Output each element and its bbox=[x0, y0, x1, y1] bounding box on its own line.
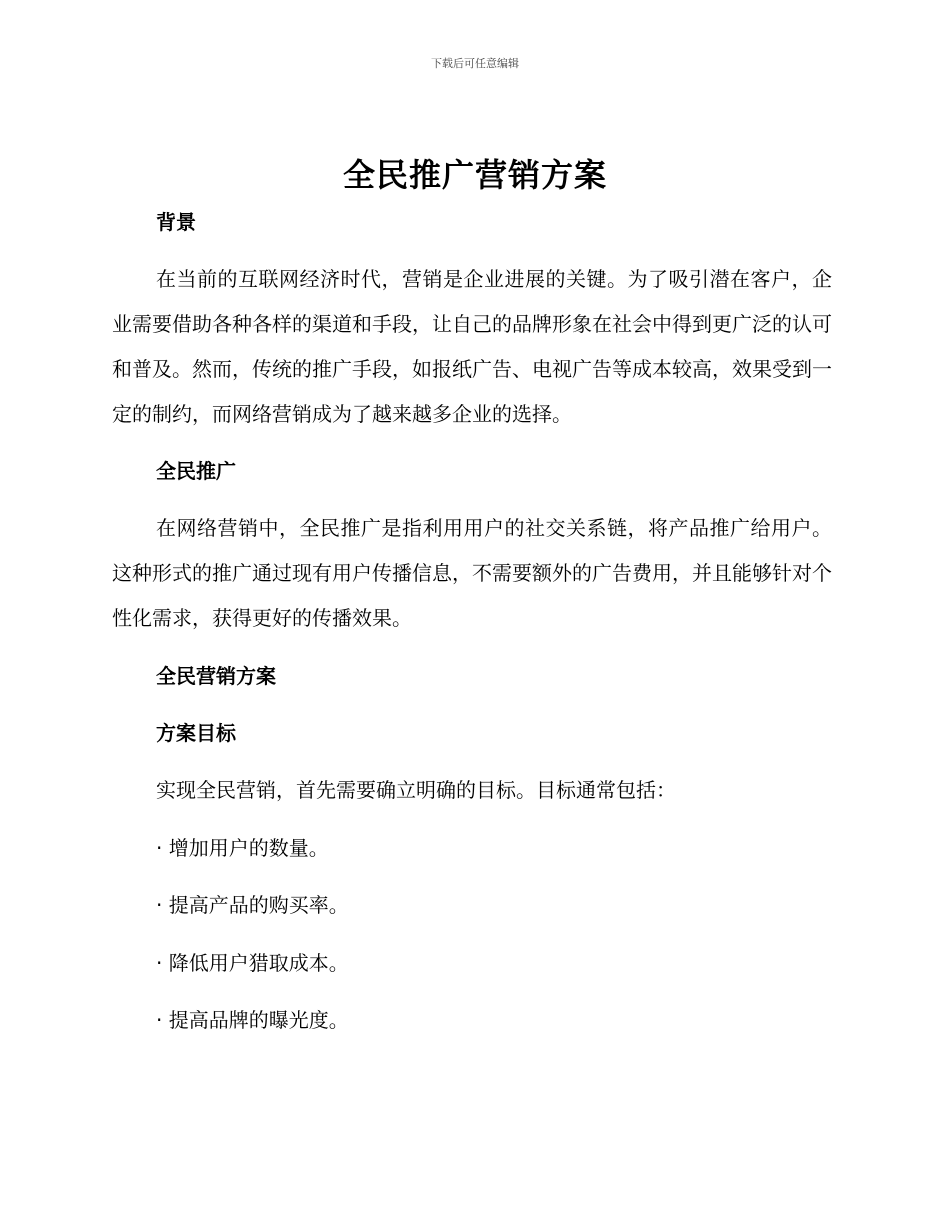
document-title: 全民推广营销方案 bbox=[342, 156, 607, 194]
subsection-heading-goals: 方案目标 bbox=[156, 721, 236, 745]
paragraph-promotion: 在网络营销中，全民推广是指利用用户的社交关系链，将产品推广给用户。这种形式的推广通过现有用户传播信息，不需要额外的广告费用，并且能够针对个性化需求，获得更好的传播效果。 bbox=[112, 516, 832, 630]
section-heading-promotion: 全民推广 bbox=[156, 459, 236, 483]
list-item: · 提高产品的购买率。 bbox=[156, 893, 349, 917]
page-header-note: 下载后可任意编辑 bbox=[431, 57, 519, 70]
paragraph-background: 在当前的互联网经济时代，营销是企业进展的关键。为了吸引潜在客户，企业需要借助各种各样的渠道和手段，让自己的品牌形象在社会中得到更广泛的认可和普及。然而，传统的推广手段，如报纸广告、电视广告等成本较高，效果受到一定的制约，而网络营销成为了越来越多企业的选择。 bbox=[112, 267, 832, 426]
list-item: · 增加用户的数量。 bbox=[156, 836, 329, 860]
section-heading-background: 背景 bbox=[156, 210, 196, 234]
section-heading-plan: 全民营销方案 bbox=[156, 664, 276, 688]
goals-intro: 实现全民营销，首先需要确立明确的目标。目标通常包括： bbox=[156, 778, 676, 802]
list-item: · 提高品牌的曝光度。 bbox=[156, 1008, 349, 1032]
list-item: · 降低用户猎取成本。 bbox=[156, 951, 349, 975]
